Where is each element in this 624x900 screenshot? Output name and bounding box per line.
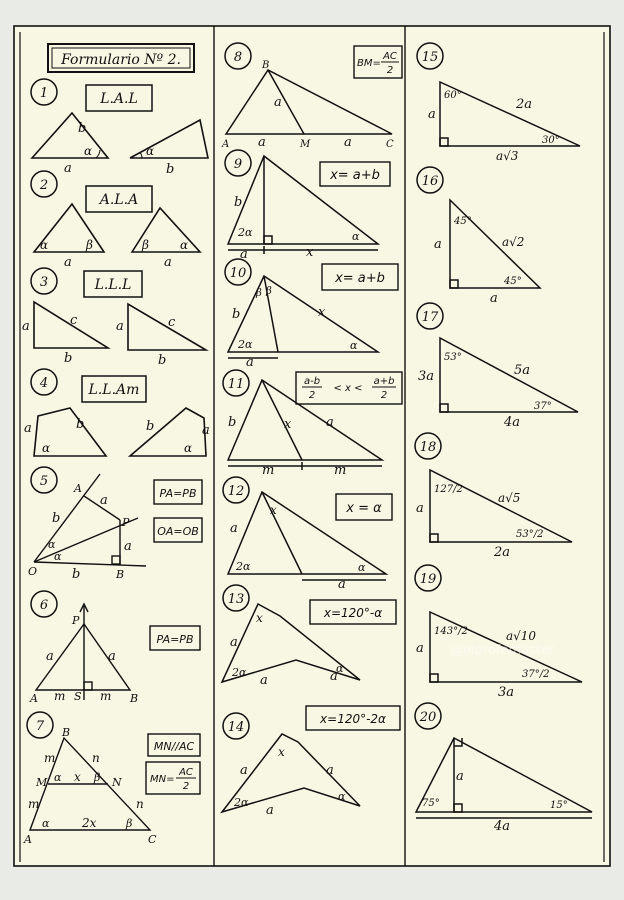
side-label: a xyxy=(108,649,116,664)
side-label: a xyxy=(164,255,172,270)
angle-label: β xyxy=(266,286,272,297)
formula-text: L.A.L xyxy=(100,91,138,107)
point-label: A xyxy=(222,139,230,150)
formula-text: MN//AC xyxy=(153,740,195,753)
angle-label: 45° xyxy=(454,216,472,227)
formula-text: AC xyxy=(179,767,193,778)
angle-label: 37° xyxy=(534,401,552,412)
formula-text: BM= xyxy=(357,58,381,69)
side-label: a xyxy=(116,319,124,334)
item-number: 19 xyxy=(419,572,437,587)
side-label: b xyxy=(228,415,237,430)
side-label: a xyxy=(230,635,238,650)
angle-label: x xyxy=(278,745,285,759)
side-label: a xyxy=(246,355,254,370)
item-number: 1 xyxy=(39,86,49,101)
side-label: b xyxy=(146,419,155,434)
side-label: a xyxy=(416,641,424,656)
angle-label: β xyxy=(86,238,93,252)
title-box xyxy=(48,44,194,72)
side-label: m xyxy=(44,751,56,765)
angle-label: β xyxy=(126,817,133,830)
side-label: a xyxy=(64,255,72,270)
item-number: 3 xyxy=(39,275,49,290)
angle-label: 2α xyxy=(236,560,251,573)
side-label: 3a xyxy=(418,369,435,384)
side-label: b xyxy=(52,511,61,526)
side-label: n xyxy=(92,751,100,765)
angle-label: α xyxy=(54,771,62,784)
point-label: B xyxy=(262,60,270,71)
angle-label: α xyxy=(352,230,360,243)
formula-text: 2 xyxy=(386,65,394,76)
side-label: m xyxy=(28,797,40,811)
side-label: a xyxy=(100,493,108,508)
formula-text: 2 xyxy=(380,390,388,401)
side-label: c xyxy=(70,313,78,328)
side-label: a xyxy=(124,539,132,554)
item-number: 6 xyxy=(39,598,49,613)
point-label: B xyxy=(130,692,139,705)
side-label: n xyxy=(136,797,144,811)
side-label: m xyxy=(334,463,347,478)
angle-label: α xyxy=(336,662,344,675)
point-label: P xyxy=(72,614,80,627)
side-label: a xyxy=(266,803,274,818)
side-label: a xyxy=(344,135,352,150)
angle-label: 2α xyxy=(232,666,247,679)
angle-label: 127/2 xyxy=(434,484,463,495)
side-label: c xyxy=(168,315,176,330)
point-label: M xyxy=(300,139,311,150)
point-label: A xyxy=(24,833,32,846)
formula-text: x = α xyxy=(346,501,382,516)
angle-label: 2α xyxy=(238,338,253,351)
item-number: 9 xyxy=(233,157,243,172)
formula-text: PA=PB xyxy=(156,633,194,646)
formula-text: L.L.L xyxy=(94,277,132,293)
formula-text: x= a+b xyxy=(330,168,380,183)
side-label: a xyxy=(46,649,54,664)
side-label: b xyxy=(232,307,241,322)
side-label: a xyxy=(230,521,238,536)
angle-label: 30° xyxy=(542,135,560,146)
item-number: 13 xyxy=(227,592,245,607)
side-label: a xyxy=(24,421,32,436)
angle-label: 143°/2 xyxy=(434,626,468,637)
angle-label: 2α xyxy=(234,796,249,809)
angle-label: 75° xyxy=(422,798,440,809)
point-label: O xyxy=(28,565,38,578)
angle-label: 53°/2 xyxy=(516,529,544,540)
side-label: b xyxy=(72,567,81,582)
angle-label: α xyxy=(42,817,50,830)
page-title: Formulario Nº 2. xyxy=(61,52,181,68)
side-label: a√10 xyxy=(506,629,537,643)
point-label: A xyxy=(30,692,38,705)
angle-label: α xyxy=(338,790,346,803)
side-label: b xyxy=(78,121,87,136)
item-number: 4 xyxy=(39,376,49,391)
side-label: 2x xyxy=(82,816,97,830)
item-number: 8 xyxy=(233,50,243,65)
angle-label: 37°/2 xyxy=(522,669,550,680)
point-label: M xyxy=(36,776,48,789)
item-number: 16 xyxy=(421,174,439,189)
formula-text: AC xyxy=(383,51,397,62)
formula-text: 2 xyxy=(182,781,190,792)
point-label: B xyxy=(116,568,125,581)
side-label: m xyxy=(54,689,66,703)
item-number: 12 xyxy=(227,484,245,499)
side-label: b xyxy=(64,351,73,366)
item-number: 17 xyxy=(421,310,439,325)
angle-label: x xyxy=(256,611,263,625)
formula-text: a-b xyxy=(303,376,321,387)
angle-label: β xyxy=(142,238,149,252)
formula-text: x=120°-α xyxy=(323,606,383,620)
side-label: b xyxy=(158,353,167,368)
side-label: b xyxy=(234,195,243,210)
item-number: 18 xyxy=(419,440,437,455)
angle-label: α xyxy=(350,339,358,352)
angle-label: 53° xyxy=(444,352,462,363)
side-label: a√5 xyxy=(498,491,521,505)
side-label: a xyxy=(434,237,442,252)
item-number: 10 xyxy=(229,266,247,281)
angle-label: α xyxy=(146,144,155,158)
point-label: S xyxy=(74,690,82,703)
side-label: a xyxy=(338,577,346,592)
formula-text: MN= xyxy=(150,774,175,785)
side-label: x xyxy=(284,417,292,432)
side-label: a xyxy=(22,319,30,334)
point-label: N xyxy=(112,776,122,789)
side-label: x xyxy=(306,245,314,260)
angle-label: 2α xyxy=(238,226,253,239)
side-label: x xyxy=(74,770,81,784)
side-label: a xyxy=(202,423,210,438)
side-label: a xyxy=(64,161,72,176)
side-label: a xyxy=(274,95,282,110)
side-label: a xyxy=(428,107,436,122)
angle-label: α xyxy=(184,441,193,455)
side-label: a xyxy=(416,501,424,516)
angle-label: α xyxy=(40,238,49,252)
side-label: a xyxy=(258,135,266,150)
side-label: a xyxy=(326,415,334,430)
side-label: b xyxy=(76,417,85,432)
side-label: 3a xyxy=(498,685,515,700)
angle-label: α xyxy=(42,441,51,455)
angle-label: α xyxy=(358,561,366,574)
angle-label: 60° xyxy=(444,90,462,101)
side-label: x xyxy=(318,305,326,320)
formula-text: < x < xyxy=(333,383,363,394)
side-label: a xyxy=(260,673,268,688)
item-number: 5 xyxy=(39,474,49,489)
side-label: 2a xyxy=(516,97,533,112)
angle-label: x xyxy=(270,503,277,517)
item-number: 11 xyxy=(227,377,245,392)
point-label: B xyxy=(62,726,71,739)
point-label: C xyxy=(148,833,157,846)
side-label: a xyxy=(330,669,338,684)
formula-text: A.L.A xyxy=(99,192,139,208)
point-label: P xyxy=(122,516,130,529)
item-number: 2 xyxy=(39,178,49,193)
side-label: a xyxy=(490,291,498,306)
angle-label: α xyxy=(180,238,189,252)
item-number: 15 xyxy=(421,50,439,65)
side-label: 4a xyxy=(494,819,511,834)
side-label: a xyxy=(456,769,464,784)
side-label: b xyxy=(166,162,175,177)
angle-label: α xyxy=(84,144,93,158)
side-label: m xyxy=(262,463,275,478)
item-number: 20 xyxy=(419,710,437,725)
formula-text: x= a+b xyxy=(335,271,385,286)
angle-label: α xyxy=(48,538,56,551)
formula-text: a+b xyxy=(373,376,395,387)
side-label: a xyxy=(240,247,248,262)
formula-text: OA=OB xyxy=(157,525,199,538)
angle-label: α xyxy=(54,550,62,563)
side-label: a√3 xyxy=(496,149,519,163)
side-label: a xyxy=(326,763,334,778)
formula-text: PA=PB xyxy=(159,487,197,500)
formula-text: 2 xyxy=(308,390,316,401)
angle-label: 15° xyxy=(550,800,568,811)
side-label: 4a xyxy=(504,415,521,430)
formula-text: x=120°-2α xyxy=(320,712,386,726)
angle-label: β xyxy=(256,288,262,299)
item-number: 14 xyxy=(227,720,245,735)
formula-text: L.L.Am xyxy=(88,382,140,398)
watermark: @elprofemaster xyxy=(450,643,555,658)
side-label: 2a xyxy=(494,545,511,560)
point-label: C xyxy=(386,139,394,150)
side-label: m xyxy=(100,689,112,703)
item-number: 7 xyxy=(35,719,45,734)
side-label: a xyxy=(240,763,248,778)
side-label: a√2 xyxy=(502,235,525,249)
point-label: A xyxy=(74,482,82,495)
angle-label: β xyxy=(94,771,101,784)
angle-label: 45° xyxy=(504,276,522,287)
side-label: 5a xyxy=(514,363,531,378)
